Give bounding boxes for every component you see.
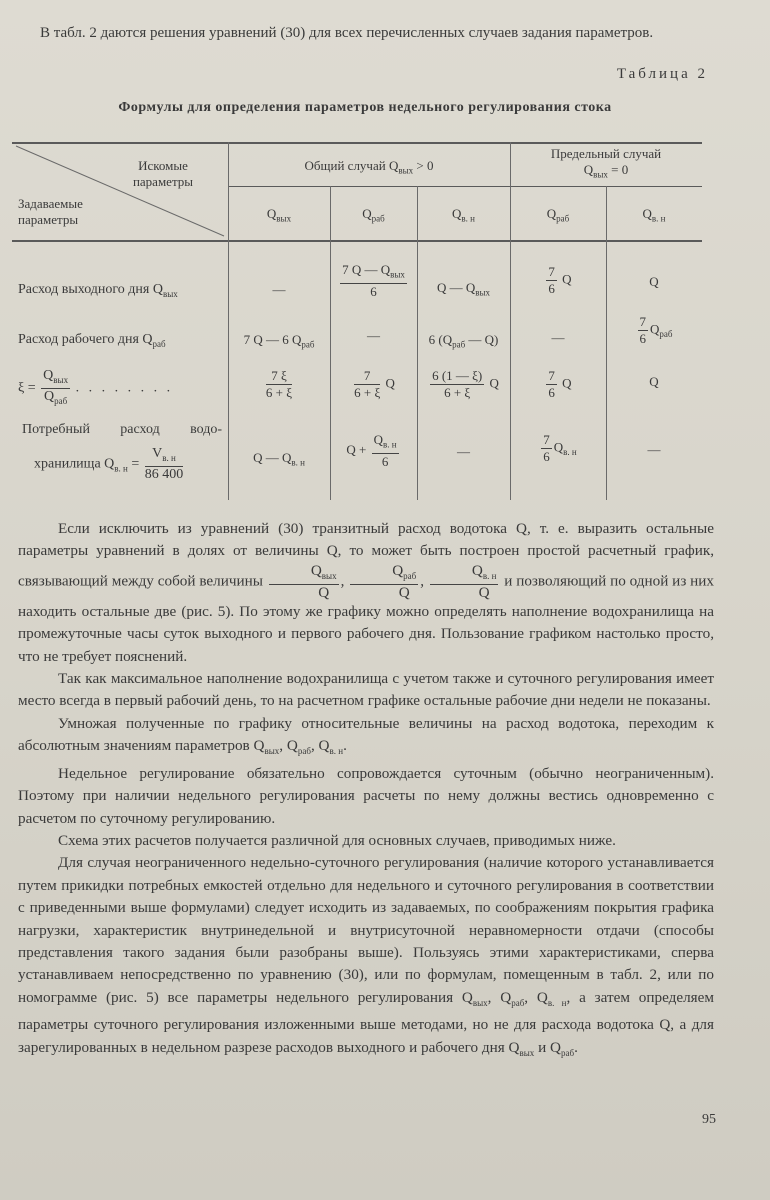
cell-r4-c4: $\frac{7}{6}$ $Q_{в. н}$ [543, 432, 577, 464]
col-head-q-vn-limit: $Q_{в. н}$ [642, 206, 666, 224]
col-head-q-vn: $Q_{в. н}$ [452, 206, 475, 224]
table-header-rule [12, 240, 702, 242]
paragraph-6: Для случая неограниченного недельно-суточного регулирования (наличие которого устанавливается путем прикидки потребных емкостей отдельно для недельного и суточного регулирования в соответствии с приведенными выше формулами) следует исходить из задаваемых, по соображениям покрытия графика нагрузки, характеристик внутринедельной и внутрисуточной неравномерности отдачи (способы представления такого задания были разобраны выше). Пользуясь этими характеристиками, сперва устанавливаем непосредственно по уравнению (30), или по формулам, помещенным в табл. 2, или по номограмме (рис. 5) все параметры недельного регулирования $Q_{вых}$, $Q_{раб}$, $Q_{в. н}$, а затем определяем параметры суточного регулирования изложенными выше методами, но не для расхода водотока Q, а для зарегулированных в недельном разрезе расходов выходного и рабочего дня $Q_{вых}$ и $Q_{раб}$. [18, 854, 714, 1058]
cell-r3-c1: $\frac{7 \xi}{6 + \xi}$ [265, 368, 293, 400]
cell-r3-c4: $\frac{7}{6}$ Q [548, 368, 572, 400]
cell-r3-c3: $\frac{6 (1 — \xi)}{6 + \xi}$ Q [432, 368, 499, 400]
cell-r4-c2: Q + $\frac{Q_{в. н}}{6}$ [346, 432, 397, 469]
table-header-divider [228, 186, 702, 187]
row-label-xi-ratio: ξ = $\frac{Q_{вых}}{Q_{раб}}$ . . . . . . . . [18, 368, 174, 406]
page-number: 95 [702, 1112, 716, 1127]
cell-r2-c4: — [551, 330, 565, 345]
cell-r1-c3: Q — $Q_{вых}$ [436, 280, 491, 298]
cell-r3-c2: $\frac{7}{6 + \xi}$ Q [354, 368, 395, 400]
paragraph-2: Так как максимальное наполнение водохранилища с учетом также и суточного регулирования имеет место всегда в первый рабочий день, то на расчетном графике остальные рабочие дни недели не показаны. [18, 670, 714, 710]
col-divider-1 [228, 142, 229, 500]
cell-r1-c1: — [272, 282, 286, 297]
paragraph-4: Недельное регулирование обязательно сопровождается суточным (обычно неограниченным). Поэтому при наличии недельного регулирования расчеты по нему должны вестись одновременно с расчетом по суточному регулированию. [18, 764, 714, 827]
cell-r2-c2: — [367, 328, 380, 343]
cell-r2-c5: $\frac{7}{6}$ $Q_{раб}$ [639, 314, 673, 346]
paragraph-3: Умножая полученные по графику относительные величины на расход водотока, переходим к абсолютным значениям параметров $Q_{вых}$, $Q_{раб}$, $Q_{в. н}$. [18, 714, 714, 757]
header-general-case: Общий случай $Q_{вых} > 0$ [304, 158, 434, 176]
body-text [18, 518, 714, 1064]
cell-r1-c2: $\frac{7 Q — Q_{вых}}{6}$ [342, 262, 405, 299]
header-sought-params: Искомые параметры [132, 158, 194, 189]
cell-r1-c4: $\frac{7}{6}$ Q [548, 264, 572, 296]
row-label-reservoir-line2: хранилища $Q_{в. н}$ = $\frac{V_{в. н}}{86 400}$ [34, 446, 184, 482]
cell-r3-c5: Q [649, 374, 659, 389]
row-label-workday-flow: Расход рабочего дня $Q_{раб}$ [18, 332, 166, 349]
cell-r4-c3: — [457, 444, 470, 459]
cell-r2-c3: 6 ($Q_{раб}$ — Q) [428, 332, 499, 350]
table-title: Формулы для определения параметров недельного регулирования стока [118, 100, 612, 115]
header-limit-case: Предельный случай $Q_{вых} = 0$ [550, 146, 662, 180]
col-head-q-rab-limit: $Q_{раб}$ [546, 206, 570, 224]
row-label-reservoir-line1: Потребный расход водо- [22, 422, 222, 437]
header-given-params: Задаваемые параметры [18, 196, 83, 227]
formula-table [12, 128, 702, 500]
intro-paragraph: В табл. 2 даются решения уравнений (30) для всех перечисленных случаев задания параметров. [40, 25, 654, 41]
cell-r2-c1: 7 Q — 6 $Q_{раб}$ [243, 332, 315, 350]
cell-r1-c5: Q [649, 274, 659, 289]
cell-r4-c1: Q — $Q_{в. н}$ [253, 450, 305, 468]
row-label-weekend-flow: Расход выходного дня $Q_{вых}$ [18, 282, 178, 299]
table-number: Таблица 2 [616, 66, 708, 82]
paragraph-5: Схема этих расчетов получается различной для основных случаев, приводимых ниже. [58, 831, 616, 849]
cell-r4-c5: — [647, 442, 661, 457]
col-head-q-vyh: $Q_{вых}$ [266, 206, 292, 224]
paragraph-1: Если исключить из уравнений (30) транзитный расход водотока Q, т. е. выразить остальные параметры уравнений в долях от величины Q, то может быть построен простой расчетный график, связывающий между собой величины $\frac{Q_{вых}}{Q}$ , $\frac{Q_{раб}}{Q}$ , $\frac{Q_{в. н}}{Q}$ и позволяющий по одной из них находить остальные две (рис. 5). По этому же графику можно определять наполнение водохранилища на промежуточные часы суток выходного и первого рабочего дня. Пользование графиком настолько просто, что не требует пояснений. [18, 520, 714, 665]
col-head-q-rab: $Q_{раб}$ [362, 206, 385, 224]
